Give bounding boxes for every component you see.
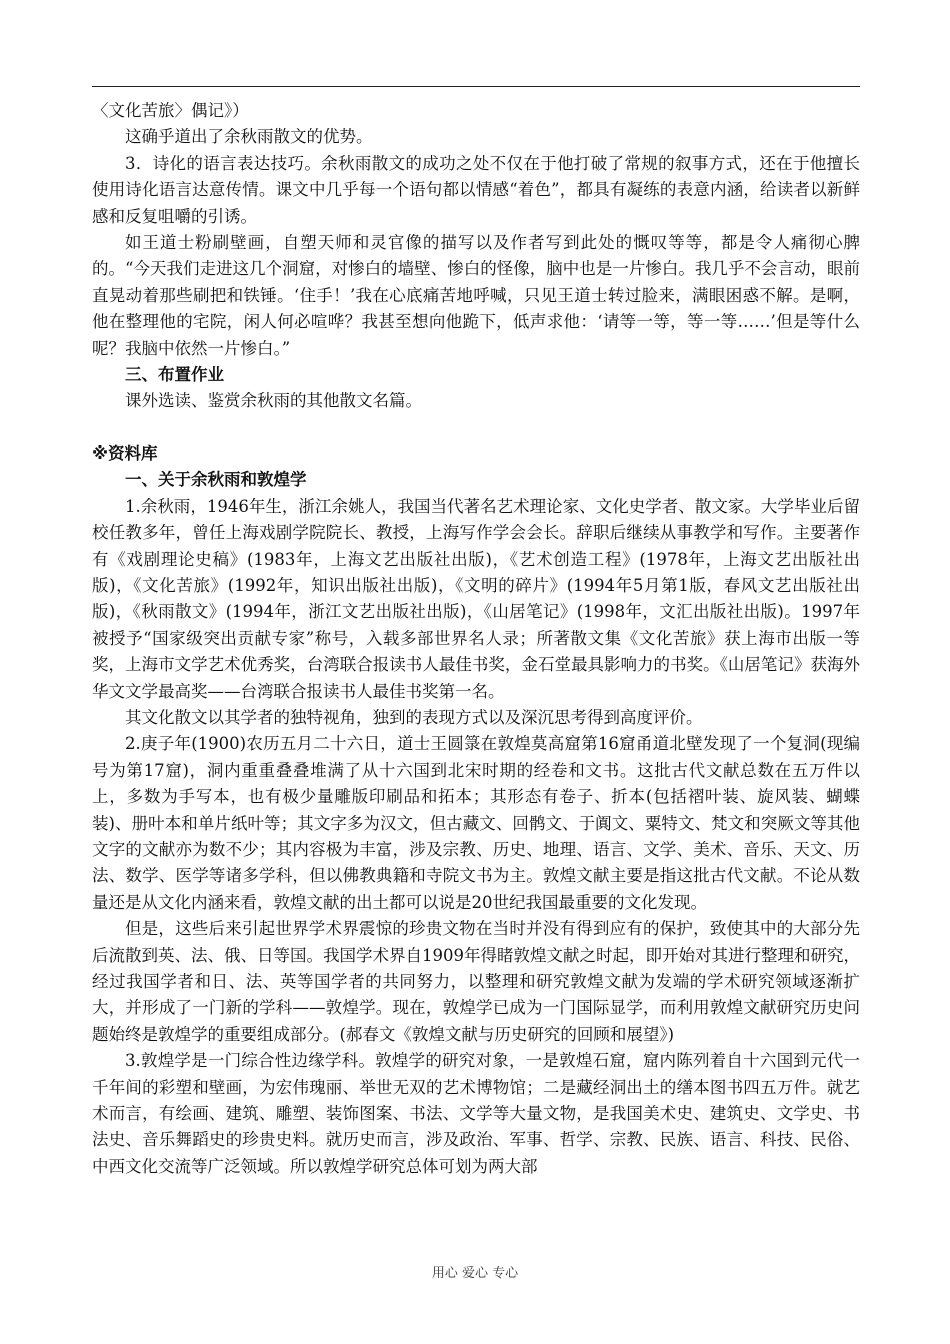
paragraph-continuation: 〈文化苦旅〉偶记》） <box>92 101 249 120</box>
paragraph: 其文化散文以其学者的独特视角，独到的表现方式以及深沉思考得到高度评价。 <box>125 707 703 727</box>
spacer <box>92 415 860 441</box>
paragraph: 3．诗化的语言表达技巧。余秋雨散文的成功之处不仅在于他打破了常规的叙事方式，还在于他擅长使用诗化语言达意传情。课文中几乎每一个语句都以情感“着色”，都具有凝练的表意内涵，给读者以新鲜感和反复咀嚼的引诱。 <box>92 153 860 226</box>
header-rule <box>92 86 860 87</box>
paragraph: 1.余秋雨，1946年生，浙江余姚人，我国当代著名艺术理论家、文化史学者、散文家。大学毕业后留校任教多年，曾任上海戏剧学院院长、教授，上海写作学会会长。辞职后继续从事教学和写作。主要著作有《戏剧理论史稿》(1983年，上海文艺出版社出版)，《艺术创造工程》(1978年，上海文艺出版社出版)，《文化苦旅》(1992年，知识出版社出版)，《文明的碎片》(1994年5月第1版，春风文艺出版社出版)，《秋雨散文》(1994年，浙江文艺出版社出版)，《山居笔记》(1998年，文汇出版社出版)。1997年被授予“国家级突出贡献专家”称号，入载多部世界名人录；所著散文集《文化苦旅》获上海市出版一等奖，上海市文学艺术优秀奖，台湾联合报读书人最佳书奖，金石堂最具影响力的书奖。《山居笔记》获海外华文文学最高奖——台湾联合报读书人最佳书奖第一名。 <box>92 496 860 701</box>
paragraph: 2.庚子年(1900)农历五月二十六日，道士王圆箓在敦煌莫高窟第16窟甬道北壁发现了一个复洞(现编号为第17窟)，洞内重重叠叠堆满了从十六国到北宋时期的经卷和文书。这批古代文献总数在五万件以上，多数为手写本，也有极少量雕版印刷品和拓本；其形态有卷子、折本(包括褶叶装、旋风装、蝴蝶装)、册叶本和单片纸叶等；其文字多为汉文，但古藏文、回鹘文、于阗文、粟特文、梵文和突厥文等其他文字的文献亦为数不少；其内容极为丰富，涉及宗教、历史、地理、语言、文学、美术、音乐、天文、历法、数学、医学等诸多学科，但以佛教典籍和寺院文书为主。敦煌文献主要是指这批古代文献。不论从数量还是从文化内涵来看，敦煌文献的出土都可以说是20世纪我国最重要的文化发现。 <box>92 734 860 912</box>
paragraph: 课外选读、鉴赏余秋雨的其他散文名篇。 <box>125 391 422 411</box>
paragraph: 如王道士粉刷壁画，自塑天师和灵官像的描写以及作者写到此处的慨叹等等，都是令人痛彻心脾的。“今天我们走进这几个洞窟，对惨白的墙壁、惨白的怪像，脑中也是一片惨白。我几乎不会言动，眼前直晃动着那些刷把和铁锤。‘住手！’我在心底痛苦地呼喊，只见王道士转过脸来，满眼困惑不解。是啊，他在整理他的宅院，闲人何必喧哗？我甚至想向他跪下，低声求他：‘请等一等，等一等……’但是等什么呢？我脑中依然一片惨白。” <box>92 233 860 358</box>
section-heading: 一、关于余秋雨和敦煌学 <box>125 470 307 490</box>
page-footer: 用心 爱心 专心 <box>431 1266 519 1281</box>
paragraph: 但是，这些后来引起世界学术界震惊的珍贵文物在当时并没有得到应有的保护，致使其中的大部分先后流散到英、法、俄、日等国。我国学术界自1909年得睹敦煌文献之时起，即开始对其进行整理和研究，经过我国学者和日、法、英等国学者的共同努力，以整理和研究敦煌文献为发端的学术研究领域逐渐扩大，并形成了一门新的学科——敦煌学。现在，敦煌学已成为一门国际显学，而利用敦煌文献研究历史问题始终是敦煌学的重要组成部分。(郝春文《敦煌文献与历史研究的回顾和展望》) <box>92 919 860 1044</box>
paragraph: 3.敦煌学是一门综合性边缘学科。敦煌学的研究对象，一是敦煌石窟，窟内陈列着自十六国到元代一千年间的彩塑和壁画，为宏伟瑰丽、举世无双的艺术博物馆；二是藏经洞出土的缮本图书四五万件。就艺术而言，有绘画、建筑、雕塑、装饰图案、书法、文学等大量文物，是我国美术史、建筑史、文学史、书法史、音乐舞蹈史的珍贵史料。就历史而言，涉及政治、军事、哲学、宗教、民族、语言、科技、民俗、中西文化交流等广泛领域。所以敦煌学研究总体可划为两大部 <box>92 1051 860 1176</box>
paragraph: 这确乎道出了余秋雨散文的优势。 <box>125 127 373 147</box>
resource-heading: ※资料库 <box>92 443 158 463</box>
document-body <box>92 98 860 1180</box>
section-heading: 三、布置作业 <box>125 365 224 385</box>
